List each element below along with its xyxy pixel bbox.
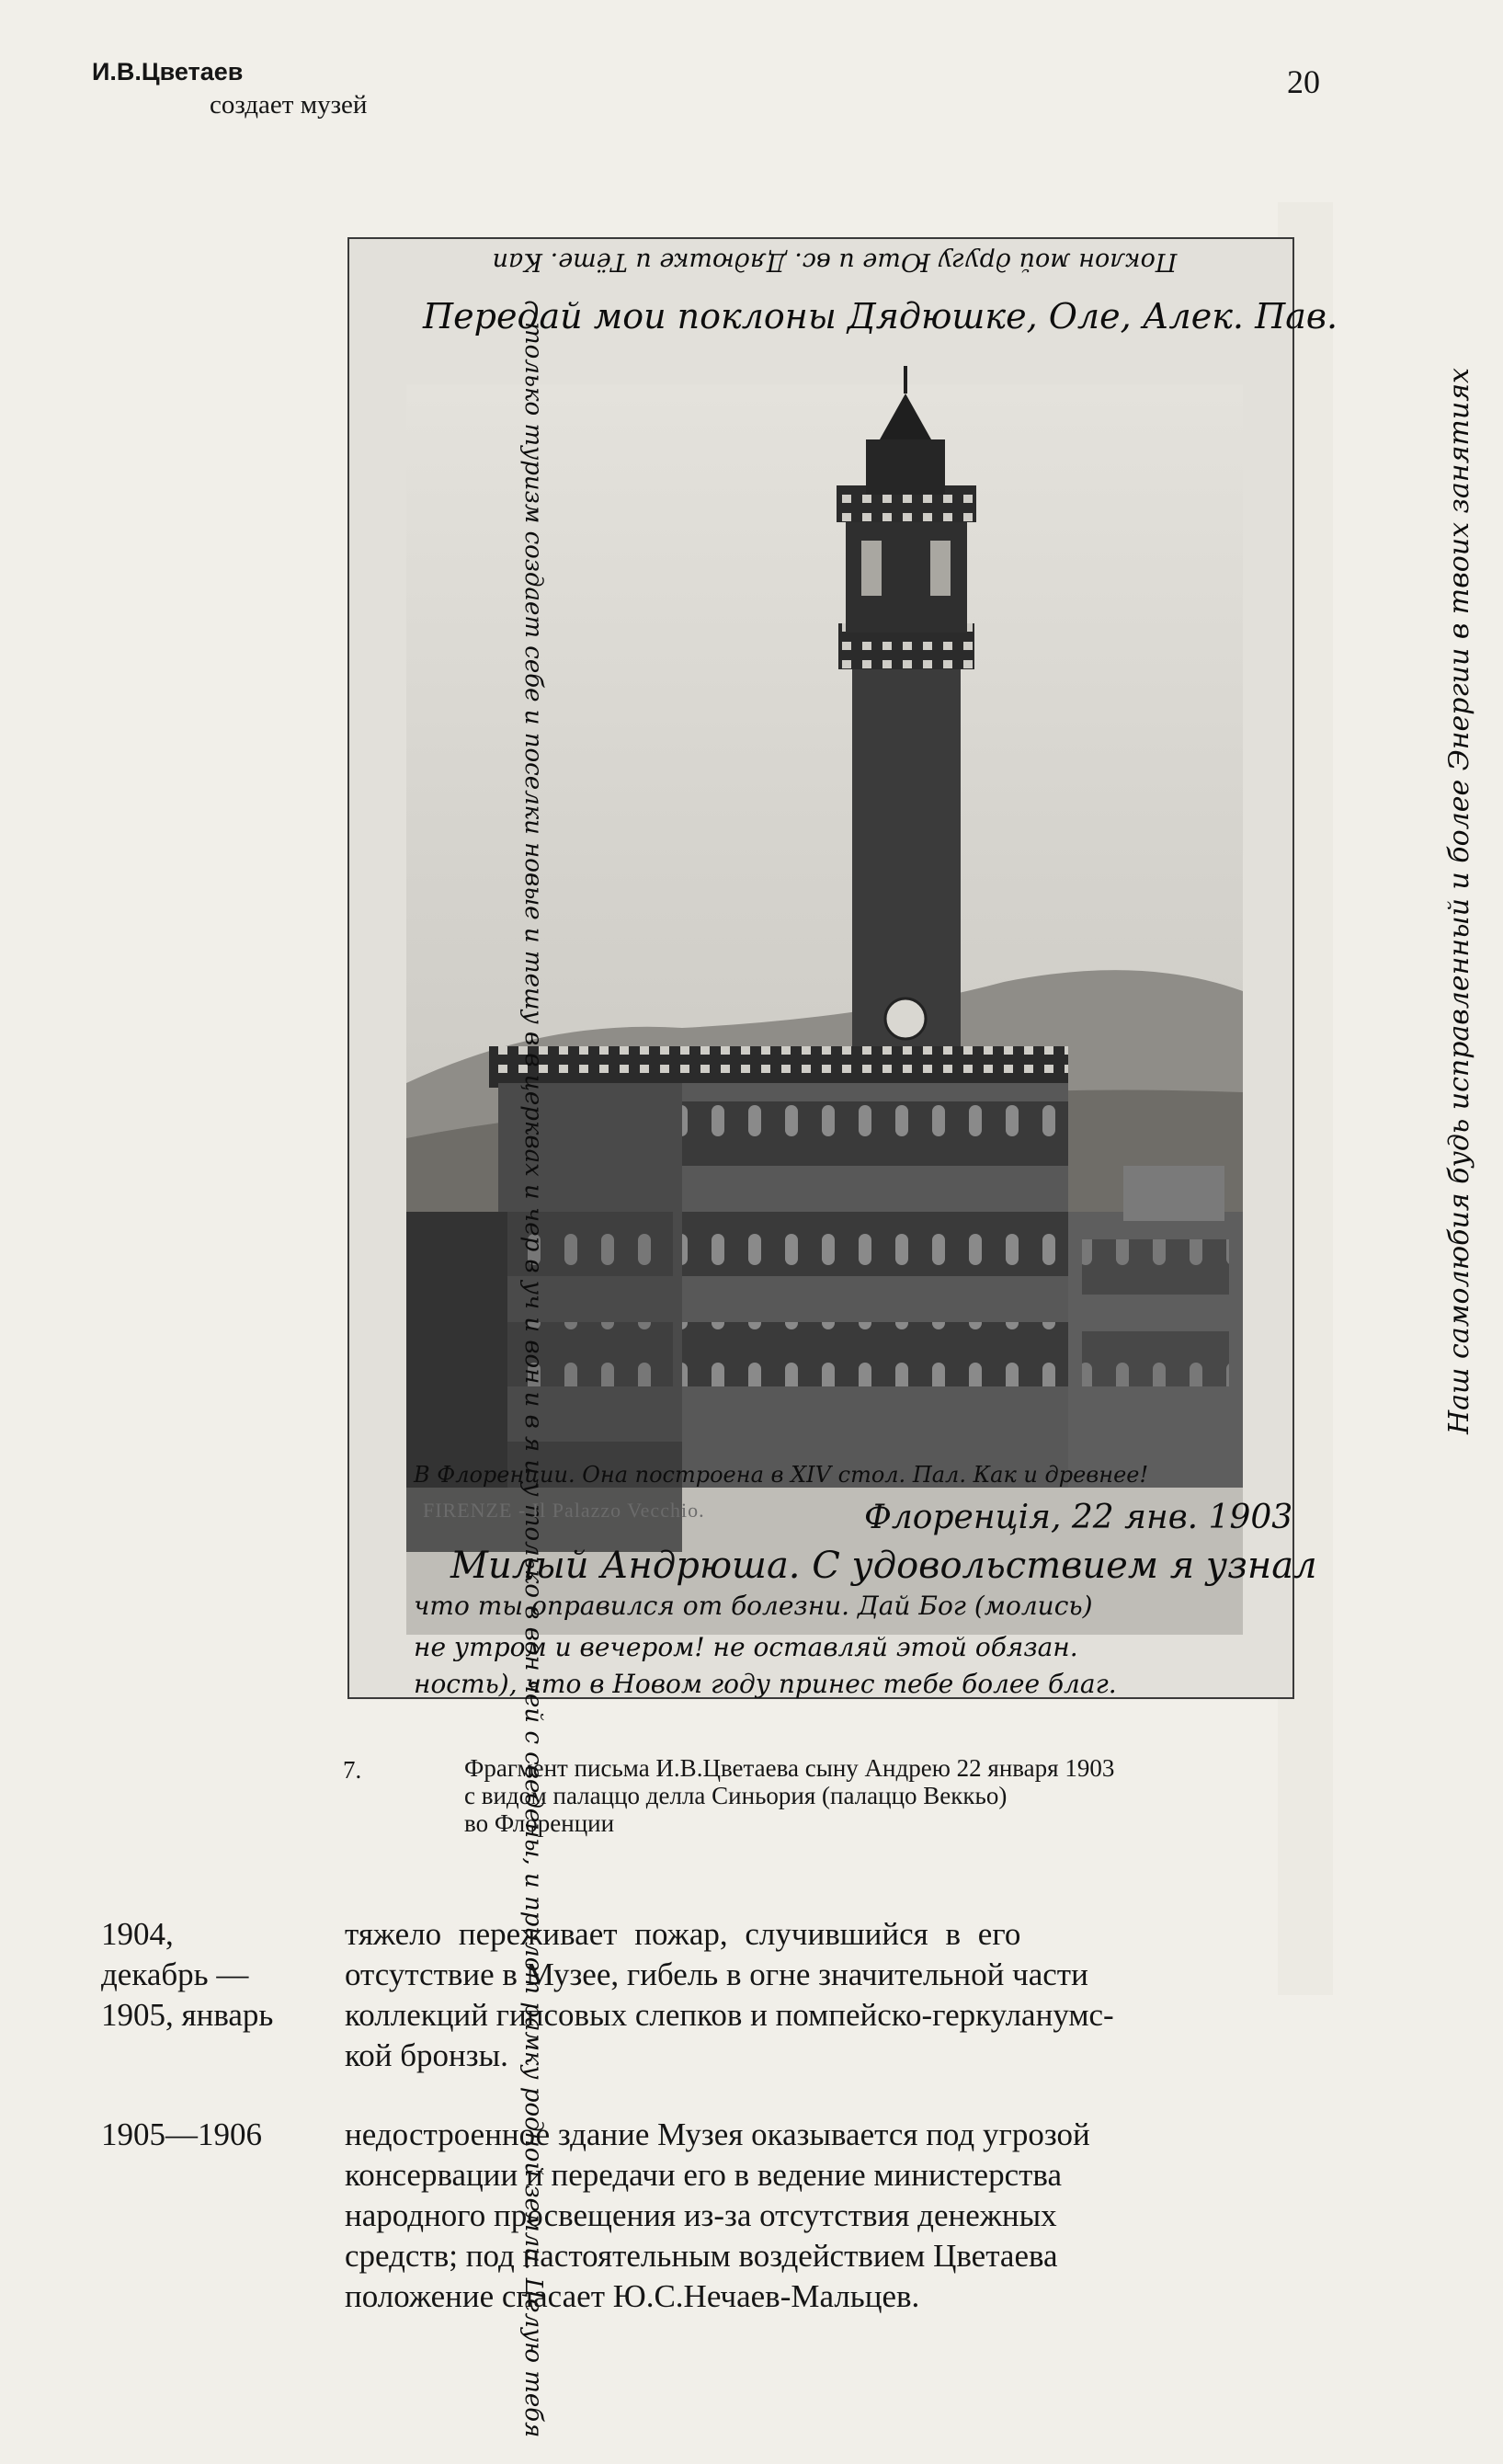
figure-caption-line: Фрагмент письма И.В.Цветаева сыну Андрею 22 января 1903: [464, 1754, 1115, 1782]
entry-text-line: положение спасает Ю.С.Нечаев-Мальцев.: [345, 2278, 920, 2314]
entry-date-line: 1905, январь: [101, 1997, 274, 2033]
entry-text-line: отсутствие в Музее, гибель в огне значительной части: [345, 1956, 1088, 1992]
postcard-printed-caption: FIRENZE - Il Palazzo Vecchio.: [423, 1499, 705, 1522]
entry-date-line: 1905—1906: [101, 2116, 262, 2152]
entry-date-line: 1904,: [101, 1916, 174, 1952]
handwriting-top-upside-down: Поклон мой другу Юше и вс. Дядюшке и Тёте. Кап: [492, 247, 1178, 276]
handwriting-bottom-5: не утром и вечером! не оставляй этой обязан.: [414, 1632, 1078, 1662]
entry-text-line: коллекций гипсовых слепков и помпейско-геркуланумс-: [345, 1997, 1114, 2033]
entry-text-line: кой бронзы.: [345, 2037, 508, 2073]
figure-caption-line: с видом палаццо делла Синьория (палаццо Веккьо): [464, 1782, 1008, 1809]
entry-text: [345, 1914, 1282, 2076]
entry-text-line: народного просвещения из-за отсутствия денежных: [345, 2197, 1057, 2233]
figure-number: 7.: [343, 1756, 362, 1784]
handwriting-bottom-6: ность), что в Новом году принес тебе более благ.: [414, 1669, 1117, 1699]
figure-caption: [464, 1754, 1292, 1837]
handwriting-bottom-3: Милый Андрюша. С удовольствием я узнал: [450, 1545, 1317, 1587]
entry-text-line: тяжело переживает пожар, случившийся в его: [345, 1916, 1021, 1952]
handwriting-left-margin: только туризм создает себе и поселки новые и тешу в в церквах и чер в уч и вон и в я и у только в вон чей с сведены, и прилот рамку родной земли. Целую тебя: [519, 322, 547, 2438]
running-head: [92, 55, 367, 121]
handwriting-bottom-4: что ты оправился от болезни. Дай Бог (молись): [414, 1591, 1093, 1621]
entry-text-line: недостроенное здание Музея оказывается под угрозой: [345, 2116, 1090, 2152]
figure-caption-line: во Флоренции: [464, 1809, 615, 1837]
handwriting-right-margin: Наш самолюбия будь исправленный и более Энергии в твоих занятиях: [1443, 368, 1475, 1434]
entry-date: [101, 1914, 340, 2036]
entry-text-line: средств; под настоятельным воздействием Цветаева: [345, 2238, 1058, 2274]
running-head-title: создает музей: [210, 90, 368, 120]
running-head-author: И.В.Цветаев: [92, 58, 244, 86]
page-number: 20: [1287, 63, 1320, 100]
entry-date: [101, 2115, 340, 2155]
entry-text-line: консервации и передачи его в ведение министерства: [345, 2157, 1062, 2193]
entry-date-line: декабрь —: [101, 1956, 249, 1992]
handwriting-date: Флоренція, 22 янв. 1903: [864, 1499, 1293, 1536]
entry-text: [345, 2115, 1282, 2317]
handwriting-top: Передай мои поклоны Дядюшке, Оле, Алек. Пав.: [423, 296, 1338, 337]
handwriting-bottom-1: В Флоренции. Она построена в XIV стол. Пал. Как и древнее!: [414, 1462, 1149, 1488]
